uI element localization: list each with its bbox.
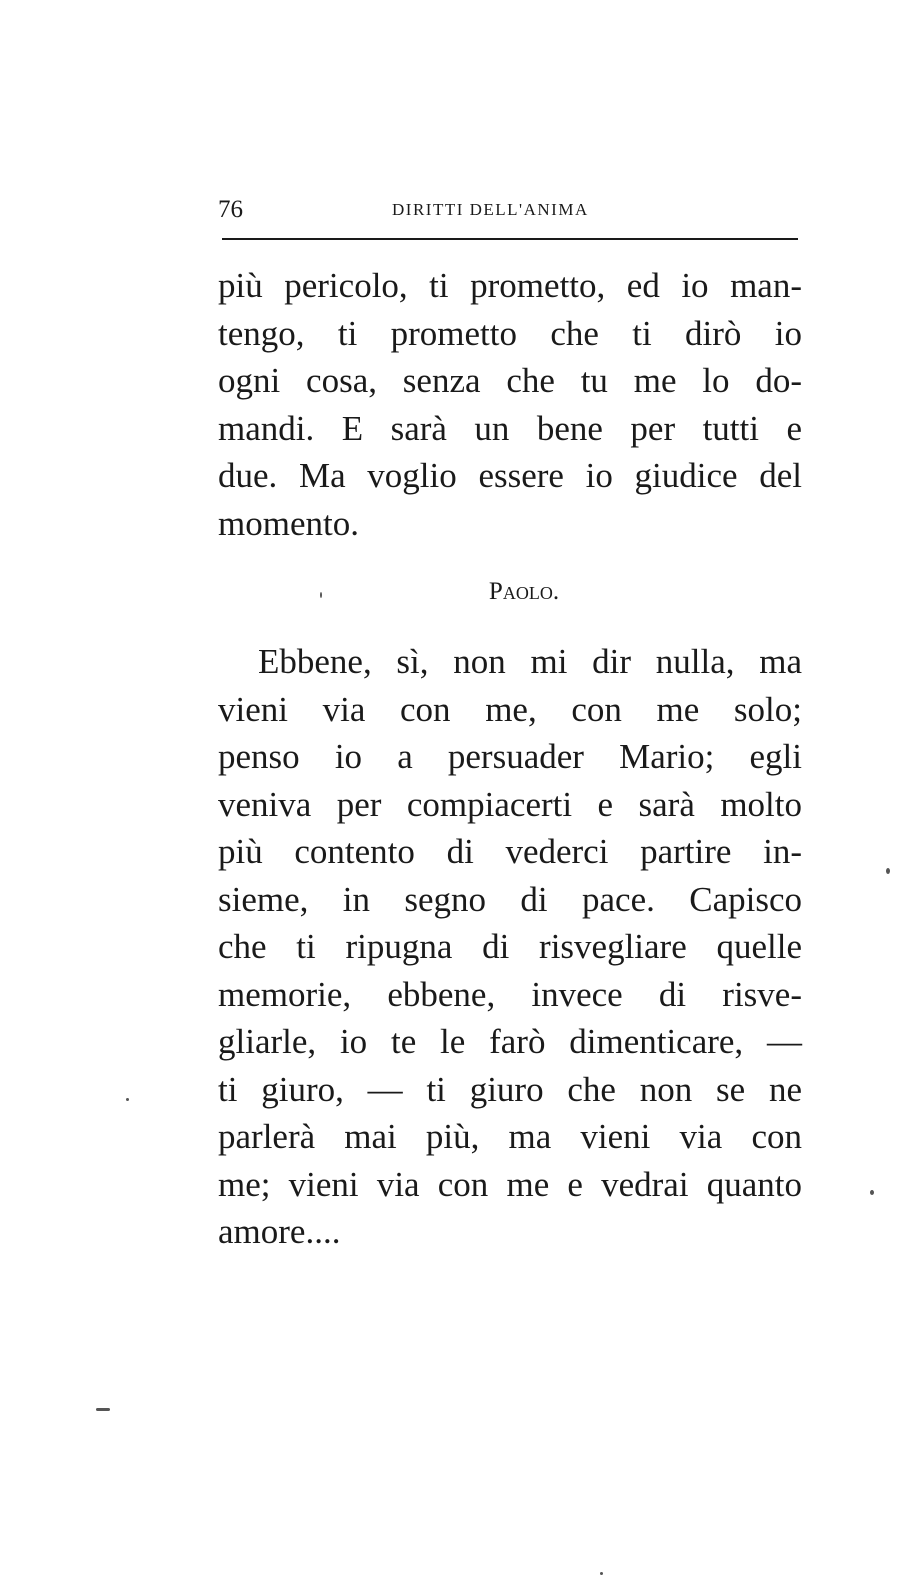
scan-speck <box>96 1408 110 1411</box>
text-line: ti giuro, — ti giuro che non se ne <box>218 1069 802 1109</box>
running-title: DIRITTI DELL'ANIMA <box>392 200 589 219</box>
header-rule <box>222 238 798 240</box>
text-line: più contento di vederci partire in- <box>218 832 802 871</box>
scan-speck <box>126 1098 129 1101</box>
text-line: mandi. E sarà un bene per tutti e <box>218 408 802 448</box>
text-line: amore.... <box>218 1212 341 1251</box>
text-line: che ti ripugna di risvegliare quelle <box>218 927 802 966</box>
text-line: tengo, ti prometto che ti dirò io <box>218 313 802 353</box>
text-line: sieme, in segno di pace. Capisco <box>218 879 802 919</box>
text-line: memorie, ebbene, invece di risve- <box>218 974 802 1014</box>
text-line: momento. <box>218 503 359 543</box>
text-line: vieni via con me, con me solo; <box>218 689 802 729</box>
scan-speck <box>870 1190 874 1195</box>
text-line: veniva per compiacerti e sarà molto <box>218 784 802 824</box>
text-line: gliarle, io te le farò dimenticare, — <box>218 1022 802 1061</box>
text-line: ogni cosa, senza che tu me lo do- <box>218 361 802 400</box>
speaker-heading: Paolo. <box>488 578 560 605</box>
scan-speck <box>320 592 322 598</box>
text-line: penso io a persuader Mario; egli <box>218 737 802 776</box>
page-number: 76 <box>218 196 243 223</box>
text-line: Ebbene, sì, non mi dir nulla, ma <box>258 642 802 681</box>
scan-speck <box>600 1572 603 1575</box>
scan-speck <box>886 868 890 874</box>
text-line: me; vieni via con me e vedrai quanto <box>218 1164 802 1204</box>
paragraph-2 <box>218 638 802 1256</box>
text-line: due. Ma voglio essere io giudice del <box>218 456 802 495</box>
text-line: parlerà mai più, ma vieni via con <box>218 1117 802 1156</box>
text-line: più pericolo, ti prometto, ed io man- <box>218 266 802 305</box>
paragraph-1 <box>218 262 802 547</box>
